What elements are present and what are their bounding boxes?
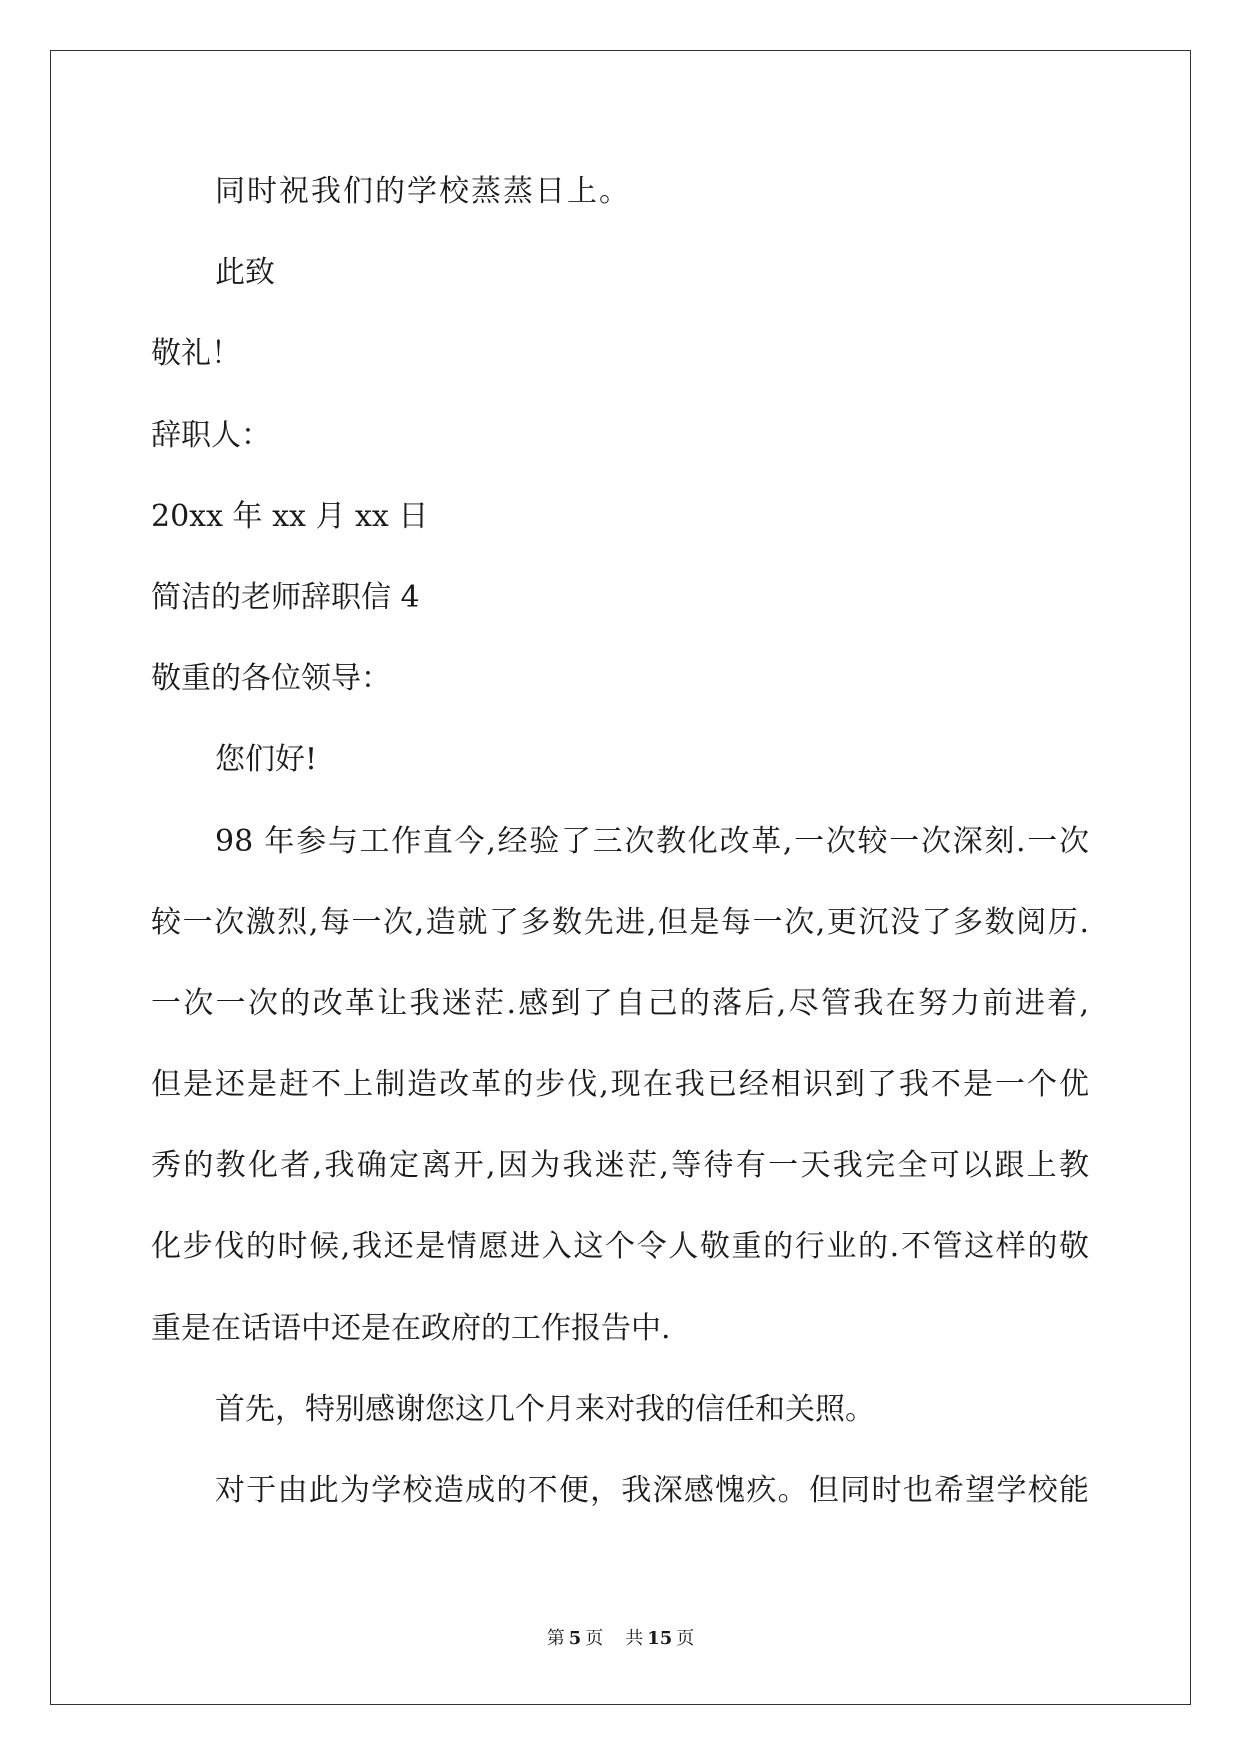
section-title: 简洁的老师辞职信 4 <box>151 579 420 615</box>
footer-total-suffix: 页 <box>676 1628 695 1649</box>
closing-salutation-line-1: 此致 <box>215 255 275 291</box>
date-line: 20xx 年 xx 月 xx 日 <box>151 498 429 534</box>
paragraph-line: 秀的教化者,我确定离开,因为我迷茫,等待有一天我完全可以跟上教 <box>151 1148 1089 1184</box>
body-paragraph <box>151 801 1089 1369</box>
signer-label: 辞职人： <box>151 417 271 453</box>
apology-line: 对于由此为学校造成的不便，我深感愧疚。但同时也希望学校能 <box>215 1473 1089 1508</box>
paragraph-line: 重是在话语中还是在政府的工作报告中. <box>151 1310 671 1346</box>
greeting-line: 您们好! <box>215 742 318 778</box>
greeting-addressee: 敬重的各位领导： <box>151 661 391 697</box>
footer-page-prefix: 第 <box>546 1628 565 1649</box>
page-footer <box>0 1627 1241 1651</box>
paragraph-line: 较一次激烈,每一次,造就了多数先进,但是每一次,更沉没了多数阅历. <box>151 904 1089 940</box>
paragraph-line: 但是还是赶不上制造改革的步伐,现在我已经相识到了我不是一个优 <box>151 1067 1089 1103</box>
paragraph-line: 98 年参与工作直今,经验了三次教化改革,一次较一次深刻.一次 <box>215 823 1089 859</box>
thanks-line: 首先，特别感谢您这几个月来对我的信任和关照。 <box>215 1391 875 1427</box>
paragraph-line: 一次一次的改革让我迷茫.感到了自己的落后,尽管我在努力前进着, <box>151 985 1089 1021</box>
paragraph-line: 化步伐的时候,我还是情愿进入这个令人敬重的行业的.不管这样的敬 <box>151 1229 1089 1265</box>
closing-wish-line: 同时祝我们的学校蒸蒸日上。 <box>215 174 631 209</box>
footer-page-suffix: 页 <box>585 1628 604 1649</box>
footer-page-number: 5 <box>568 1628 582 1649</box>
closing-salutation-line-2: 敬礼！ <box>151 336 241 372</box>
document-body <box>151 151 1089 1531</box>
footer-total-prefix: 共 <box>625 1628 644 1649</box>
footer-total-pages: 15 <box>647 1628 673 1649</box>
